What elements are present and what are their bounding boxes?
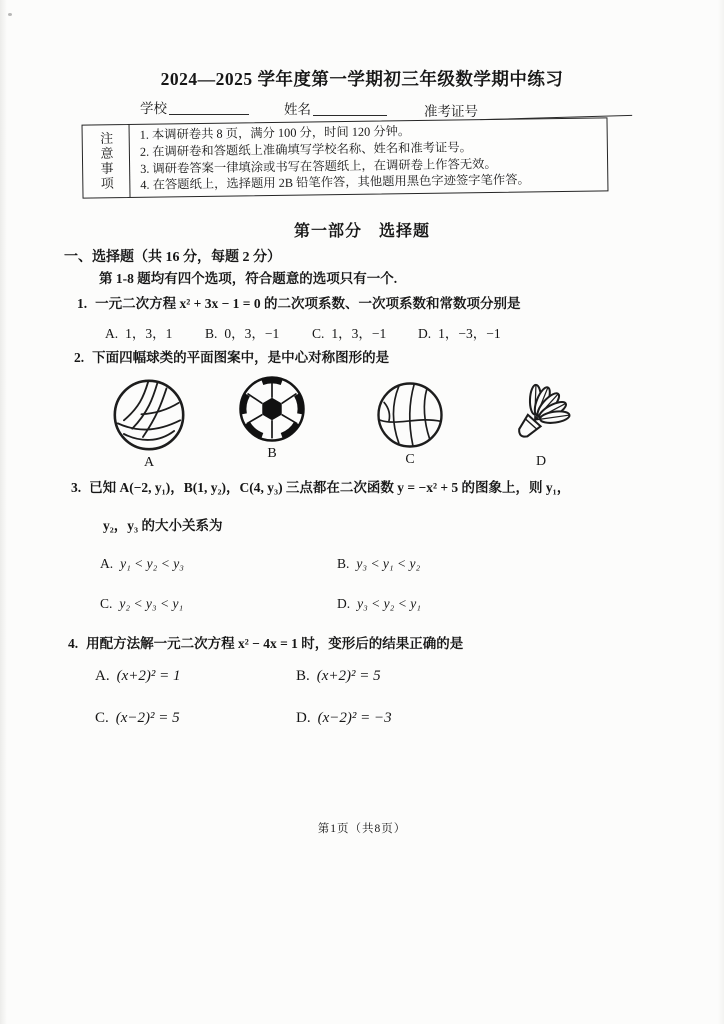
notice-box	[82, 117, 609, 198]
question-4-number: 4.	[68, 636, 79, 651]
section-note: 第 1-8 题均有四个选项，符合题意的选项只有一个.	[99, 271, 398, 286]
option-label: D.	[418, 326, 432, 341]
question-3-option-a	[100, 556, 184, 572]
name-field	[284, 98, 387, 118]
option-label: C.	[95, 710, 109, 726]
option-label: D.	[337, 596, 351, 611]
scan-artifact-dot	[8, 13, 12, 16]
name-label: 姓名	[284, 102, 311, 117]
question-3-stem-line1: 已知 A(−2, y₁)，B(1, y₂)，C(4, y₃) 三点都在二次函数 y = −x² + 5 的图象上，则 y₁，	[89, 480, 571, 495]
option-label: B.	[296, 668, 310, 684]
option-label: C.	[312, 326, 325, 341]
option-text: y₂ < y₃ < y₁	[119, 596, 184, 611]
option-text: 1，3，−1	[331, 326, 387, 341]
school-label: 学校	[140, 101, 167, 116]
option-text: 1，−3，−1	[438, 326, 501, 341]
question-1-option-b	[205, 322, 279, 342]
notice-items	[130, 119, 536, 197]
basketball-figure	[375, 380, 445, 450]
option-label: B.	[205, 326, 218, 341]
figure-option-d	[496, 374, 586, 470]
question-2-stem: 下面四幅球类的平面图案中，是中心对称图形的是	[92, 350, 390, 365]
question-1-number: 1.	[77, 296, 88, 311]
page-number: 第1页（共8页）	[317, 823, 407, 835]
option-text: (x−2)² = 5	[115, 710, 180, 726]
shuttlecock-figure	[502, 374, 580, 452]
notice-item-1: 1. 本调研卷共 8 页，满分 100 分，时间 120 分钟。	[139, 124, 411, 142]
section-heading: 一、选择题（共 16 分，每题 2 分）	[64, 250, 281, 265]
option-text: 1，3，1	[125, 326, 173, 341]
figure-label-a: A	[143, 455, 155, 470]
notice-item-4: 4. 在答题纸上，选择题用 2B 铅笔作答，其他题用黑色字迹签字笔作答。	[140, 172, 530, 193]
option-text: (x+2)² = 1	[116, 668, 181, 684]
volleyball-figure	[111, 377, 187, 453]
question-4-option-d	[296, 710, 392, 727]
question-3	[71, 476, 570, 496]
question-1	[77, 292, 521, 312]
option-text: (x−2)² = −3	[317, 710, 392, 726]
figure-label-c: C	[405, 452, 415, 467]
figure-option-a	[104, 377, 194, 471]
notice-item-2: 2. 在调研卷和答题纸上准确填写学校名称、姓名和准考证号。	[139, 140, 472, 159]
figure-option-b	[227, 374, 317, 462]
notice-item-3: 3. 调研卷答案一律填涂或书写在答题纸上，在调研卷上作答无效。	[140, 156, 497, 176]
option-text: y₃ < y₂ < y₁	[357, 596, 421, 611]
option-label: A.	[105, 326, 119, 341]
option-label: B.	[337, 556, 350, 571]
option-label: D.	[296, 710, 311, 726]
question-4	[68, 632, 463, 652]
option-text: 0，3，−1	[224, 326, 280, 341]
question-3-option-b	[337, 556, 420, 572]
question-1-option-d	[418, 322, 501, 342]
school-field	[140, 97, 249, 117]
question-1-option-a	[105, 322, 172, 342]
question-3-number: 3.	[71, 480, 82, 495]
option-text: (x+2)² = 5	[316, 668, 381, 684]
question-1-stem: 一元二次方程 x² + 3x − 1 = 0 的二次项系数、一次项系数和常数项分别是	[95, 296, 521, 311]
question-4-option-c	[95, 710, 180, 727]
figure-label-b: B	[267, 446, 277, 461]
figure-label-d: D	[535, 454, 547, 469]
option-text: y₃ < y₁ < y₂	[356, 556, 421, 571]
name-blank-line	[313, 101, 387, 116]
question-1-option-c	[312, 322, 386, 342]
question-4-option-b	[296, 668, 381, 685]
question-4-stem: 用配方法解一元二次方程 x² − 4x = 1 时，变形后的结果正确的是	[86, 636, 464, 651]
question-2	[74, 346, 389, 366]
notice-side-label: 注意事项	[83, 125, 131, 198]
page-title: 2024—2025 学年度第一学期初三年级数学期中练习	[160, 69, 564, 89]
question-3-stem-line2: y₂，y₃ 的大小关系为	[103, 518, 223, 533]
option-text: y₁ < y₂ < y₃	[120, 556, 184, 571]
question-3-option-d	[337, 596, 421, 612]
soccer-ball-figure	[237, 374, 307, 444]
figure-option-c	[365, 380, 455, 468]
admission-no-label: 准考证号	[424, 104, 478, 119]
question-3-option-c	[100, 596, 183, 612]
question-2-number: 2.	[74, 350, 85, 365]
question-4-option-a	[95, 668, 180, 685]
option-label: C.	[100, 596, 113, 611]
option-label: A.	[100, 556, 114, 571]
part-title: 第一部分 选择题	[293, 223, 430, 240]
option-label: A.	[95, 668, 110, 684]
school-blank-line	[169, 100, 249, 115]
